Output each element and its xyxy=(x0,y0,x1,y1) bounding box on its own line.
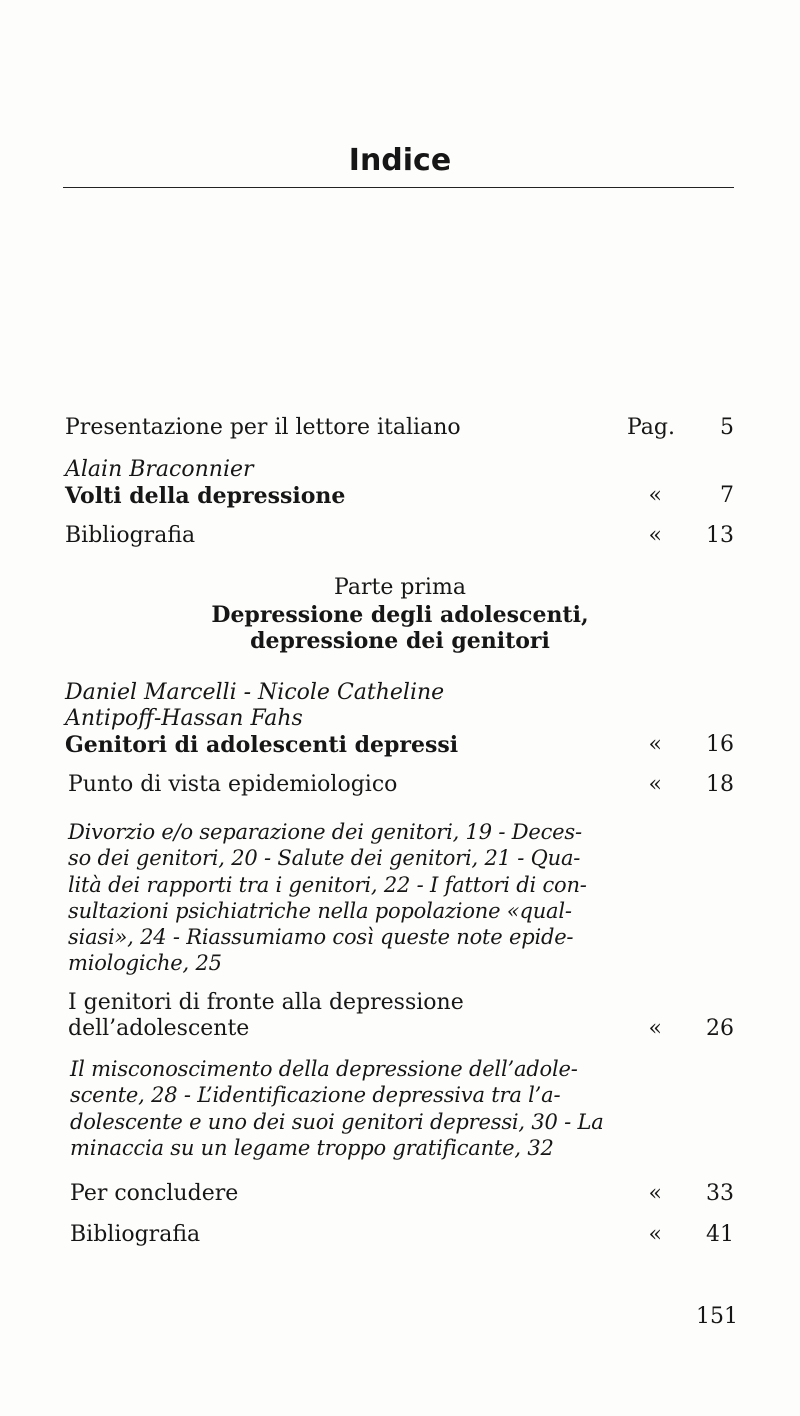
toc-page-concludere: 33 xyxy=(706,1181,734,1206)
subentry-line: minaccia su un legame troppo gratificante, 32 xyxy=(70,1135,554,1160)
toc-entry-fronte-line-2: dell’adolescente xyxy=(68,1016,250,1041)
toc-entry-punto: Punto di vista epidemiologico xyxy=(68,772,398,797)
toc-marker-genitori: « xyxy=(648,732,662,757)
toc-marker-punto: « xyxy=(648,772,662,797)
toc-subentries-punto xyxy=(68,819,616,977)
toc-entry-genitori: Genitori di adolescenti depressi xyxy=(65,732,459,758)
toc-marker-bibliografia-1: « xyxy=(648,523,662,548)
toc-page-presentazione: 5 xyxy=(720,415,734,440)
subentry-line: miologiche, 25 xyxy=(68,951,222,976)
toc-marker-volti: « xyxy=(648,483,662,508)
toc-author-braconnier: Alain Braconnier xyxy=(65,457,254,482)
toc-entry-bibliografia-2: Bibliografia xyxy=(70,1222,201,1247)
toc-page-genitori: 16 xyxy=(706,732,734,757)
toc-entry-fronte-line-1: I genitori di fronte alla depressione xyxy=(68,990,464,1015)
page-title: Indice xyxy=(348,143,452,178)
toc-page-bibliografia-1: 13 xyxy=(706,523,734,548)
toc-marker-bibliografia-2: « xyxy=(648,1222,662,1247)
toc-page-fronte: 26 xyxy=(706,1016,734,1041)
toc-entry-volti: Volti della depressione xyxy=(65,483,346,509)
toc-marker-concludere: « xyxy=(648,1181,662,1206)
toc-author-marcelli-line-1: Daniel Marcelli - Nicole Catheline xyxy=(65,680,445,705)
toc-marker-fronte: « xyxy=(648,1016,662,1041)
subentry-line: siasi», 24 - Riassumiamo così queste note epide- xyxy=(68,925,574,950)
toc-subentries-fronte xyxy=(70,1056,618,1161)
subentry-line: sultazioni psichiatriche nella popolazione «qual- xyxy=(68,898,572,923)
subentry-line: dolescente e uno dei suoi genitori depressi, 30 - La xyxy=(70,1109,604,1134)
subentry-line: lità dei rapporti tra i genitori, 22 - I fattori di con- xyxy=(68,872,587,897)
toc-author-marcelli-line-2: Antipoff-Hassan Fahs xyxy=(65,706,303,731)
toc-page-bibliografia-2: 41 xyxy=(706,1222,734,1247)
toc-marker-presentazione: Pag. xyxy=(626,415,675,440)
subentry-line: so dei genitori, 20 - Salute dei genitori, 21 - Qua- xyxy=(68,846,581,871)
toc-entry-concludere: Per concludere xyxy=(70,1181,239,1206)
part-label: Parte prima xyxy=(334,575,466,600)
subentry-line: Divorzio e/o separazione dei genitori, 19 - Deces- xyxy=(68,820,582,844)
toc-page-volti: 7 xyxy=(720,483,734,508)
title-rule xyxy=(63,187,734,188)
subentry-line: scente, 28 - L’identificazione depressiva tra l’a- xyxy=(70,1083,561,1108)
part-title-line-1: Depressione degli adolescenti, xyxy=(211,602,589,628)
subentry-line: Il misconoscimento della depressione dell’adole- xyxy=(70,1057,578,1081)
part-title-line-2: depressione dei genitori xyxy=(250,628,550,654)
toc-entry-presentazione: Presentazione per il lettore italiano xyxy=(65,415,461,440)
page-number: 151 xyxy=(696,1304,738,1329)
toc-page-punto: 18 xyxy=(706,772,734,797)
toc-entry-bibliografia-1: Bibliografia xyxy=(65,523,196,548)
